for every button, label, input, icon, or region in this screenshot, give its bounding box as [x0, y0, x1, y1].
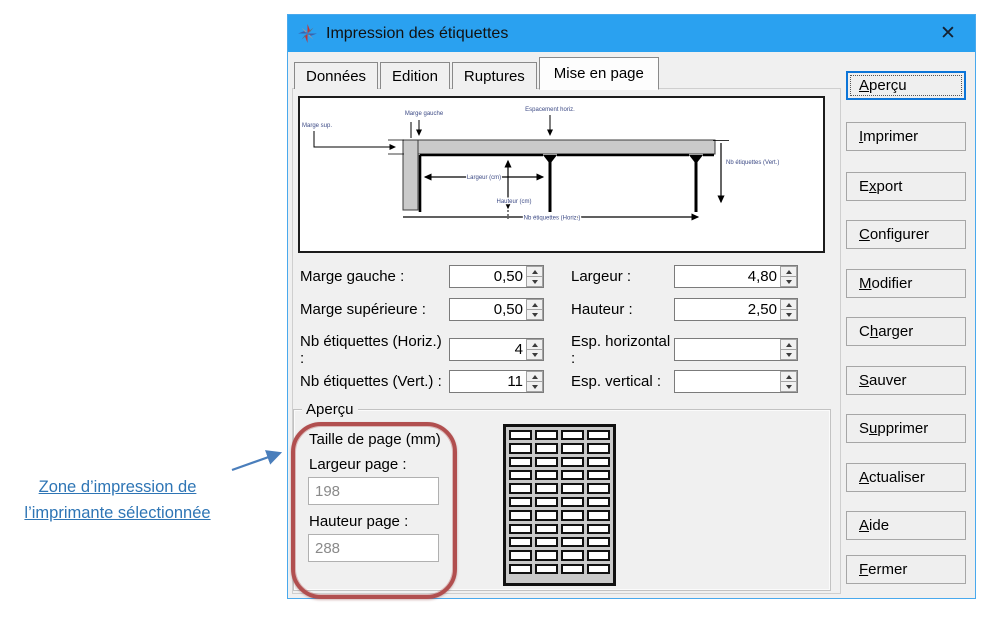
- diagram-label-espacement: Espacement horiz.: [525, 107, 575, 113]
- tab-edition[interactable]: Edition: [380, 62, 450, 89]
- marge-superieure-spinner: [526, 299, 543, 320]
- diagram-label-marge-sup: Marge sup.: [302, 123, 333, 129]
- marge-gauche-label: Marge gauche :: [300, 268, 405, 285]
- spin-down-button[interactable]: [780, 277, 797, 287]
- spin-down-button[interactable]: [780, 350, 797, 360]
- label-cell: [509, 510, 532, 520]
- diagram-label-hauteur: Hauteur (cm): [496, 199, 532, 205]
- label-cell: [535, 564, 558, 574]
- label-cell: [535, 537, 558, 547]
- label-cell: [587, 524, 610, 534]
- label-cell: [509, 550, 532, 560]
- esp-horizontal-spinner: [780, 339, 797, 360]
- label-layout-diagram: [298, 96, 825, 253]
- tab-donnees[interactable]: Données: [294, 62, 378, 89]
- label-cell: [535, 483, 558, 493]
- annotation-line1: Zone d’impression de: [38, 478, 197, 496]
- charger-button[interactable]: Charger: [846, 317, 966, 346]
- label-cell: [535, 510, 558, 520]
- nb-etiquettes-horiz-spinner: [526, 339, 543, 360]
- label-cell: [509, 537, 532, 547]
- imprimer-button[interactable]: Imprimer: [846, 122, 966, 151]
- field-row-nb-etiquettes-horiz: [300, 332, 544, 367]
- largeur-input[interactable]: [675, 266, 780, 287]
- diagram-label-nb-vert: Nb étiquettes (Vert.): [726, 160, 780, 166]
- label-cell: [561, 497, 584, 507]
- supprimer-button[interactable]: Supprimer: [846, 414, 966, 443]
- spin-down-button[interactable]: [526, 310, 543, 320]
- label-cell: [561, 537, 584, 547]
- esp-horizontal-input[interactable]: [675, 339, 780, 360]
- spin-up-button[interactable]: [526, 339, 543, 350]
- label-cell: [587, 470, 610, 480]
- label-cell: [561, 457, 584, 467]
- spin-down-button[interactable]: [526, 350, 543, 360]
- label-cell: [535, 430, 558, 440]
- spin-up-button[interactable]: [780, 266, 797, 277]
- annotation-arrow: [228, 444, 290, 476]
- label-cell: [587, 497, 610, 507]
- spin-down-button[interactable]: [780, 310, 797, 320]
- marge-gauche-spinner: [526, 266, 543, 287]
- label-cell: [587, 550, 610, 560]
- label-cell: [535, 524, 558, 534]
- largeur-label: Largeur :: [571, 268, 632, 285]
- annotation-line2: l’imprimante sélectionnée: [24, 504, 211, 522]
- label-cell: [509, 470, 532, 480]
- hauteur-label: Hauteur :: [571, 301, 633, 318]
- spin-up-button[interactable]: [526, 371, 543, 382]
- label-cell: [561, 564, 584, 574]
- spin-up-button[interactable]: [780, 299, 797, 310]
- diagram-label-marge-gauche: Marge gauche: [404, 111, 444, 117]
- label-cell: [535, 550, 558, 560]
- label-cell: [561, 510, 584, 520]
- actualiser-button[interactable]: Actualiser: [846, 463, 966, 492]
- field-row-nb-etiquettes-vert: [300, 370, 544, 393]
- close-icon: ✕: [940, 23, 956, 44]
- label-cell: [561, 483, 584, 493]
- label-cell: [561, 430, 584, 440]
- field-row-esp-vertical: [571, 370, 798, 393]
- label-cell: [561, 470, 584, 480]
- label-cell: [587, 483, 610, 493]
- spin-down-button[interactable]: [526, 277, 543, 287]
- largeur-spinner: [780, 266, 797, 287]
- hauteur-page-label: Hauteur page :: [309, 513, 409, 530]
- label-cell: [509, 564, 532, 574]
- nb-etiquettes-vert-input[interactable]: [450, 371, 526, 392]
- sauver-button[interactable]: Sauver: [846, 366, 966, 395]
- label-cell: [561, 524, 584, 534]
- label-cell: [509, 483, 532, 493]
- hauteur-input[interactable]: [675, 299, 780, 320]
- configurer-button[interactable]: Configurer: [846, 220, 966, 249]
- nb-etiquettes-vert-label: Nb étiquettes (Vert.) :: [300, 373, 442, 390]
- diagram-label-nb-horiz: Nb étiquettes (Horiz.): [523, 215, 581, 222]
- esp-horizontal-label: Esp. horizontal :: [571, 332, 671, 367]
- label-sheet-preview: [503, 424, 616, 586]
- field-row-marge-superieure: [300, 298, 544, 321]
- label-sheet-preview-grid: [509, 430, 610, 574]
- esp-vertical-spinner: [780, 371, 797, 392]
- label-cell: [535, 457, 558, 467]
- hauteur-page-field: [308, 534, 439, 562]
- esp-vertical-label: Esp. vertical :: [571, 373, 662, 390]
- nb-etiquettes-horiz-label: Nb étiquettes (Horiz.) :: [300, 332, 442, 367]
- label-cell: [535, 497, 558, 507]
- window-title: Impression des étiquettes: [326, 24, 509, 42]
- label-cell: [561, 443, 584, 453]
- annotation-text: [10, 474, 225, 526]
- largeur-page-input[interactable]: [309, 478, 438, 504]
- tab-mise-en-page[interactable]: Mise en page: [539, 57, 659, 90]
- label-cell: [509, 497, 532, 507]
- field-row-esp-horizontal: [571, 332, 798, 367]
- label-printing-dialog: [287, 14, 976, 599]
- label-cell: [587, 443, 610, 453]
- diagram-label-largeur: Largeur (cm): [466, 175, 502, 181]
- nb-etiquettes-horiz-input[interactable]: [450, 339, 526, 360]
- label-cell: [587, 430, 610, 440]
- esp-vertical-input[interactable]: [675, 371, 780, 392]
- largeur-page-field: [308, 477, 439, 505]
- marge-gauche-input[interactable]: [450, 266, 526, 287]
- spin-up-button[interactable]: [526, 299, 543, 310]
- label-cell: [509, 443, 532, 453]
- nb-etiquettes-vert-spinner: [526, 371, 543, 392]
- label-cell: [509, 524, 532, 534]
- largeur-page-label: Largeur page :: [309, 456, 407, 473]
- label-cell: [587, 537, 610, 547]
- marge-superieure-label: Marge supérieure :: [300, 301, 426, 318]
- tab-ruptures[interactable]: Ruptures: [452, 62, 537, 89]
- titlebar: [288, 15, 975, 52]
- tab-strip: [294, 56, 661, 89]
- field-row-marge-gauche: [300, 265, 544, 288]
- label-cell: [535, 470, 558, 480]
- apercu-button[interactable]: Aperçu: [846, 71, 966, 100]
- close-button[interactable]: [931, 19, 965, 49]
- spin-down-button[interactable]: [526, 382, 543, 392]
- spin-up-button[interactable]: [780, 371, 797, 382]
- label-cell: [561, 550, 584, 560]
- spin-up-button[interactable]: [526, 266, 543, 277]
- label-cell: [587, 457, 610, 467]
- export-button[interactable]: Export: [846, 172, 966, 201]
- hauteur-spinner: [780, 299, 797, 320]
- label-cell: [509, 430, 532, 440]
- fermer-button[interactable]: Fermer: [846, 555, 966, 584]
- field-row-largeur: [571, 265, 798, 288]
- label-cell: [535, 443, 558, 453]
- field-row-hauteur: [571, 298, 798, 321]
- spin-up-button[interactable]: [780, 339, 797, 350]
- label-cell: [587, 510, 610, 520]
- spin-down-button[interactable]: [780, 382, 797, 392]
- page-size-title: Taille de page (mm): [309, 431, 441, 448]
- label-cell: [509, 457, 532, 467]
- apercu-group-title: Aperçu: [302, 401, 358, 418]
- marge-superieure-input[interactable]: [450, 299, 526, 320]
- modifier-button[interactable]: Modifier: [846, 269, 966, 298]
- hauteur-page-input[interactable]: [309, 535, 438, 561]
- label-cell: [587, 564, 610, 574]
- app-icon: [298, 24, 317, 43]
- aide-button[interactable]: Aide: [846, 511, 966, 540]
